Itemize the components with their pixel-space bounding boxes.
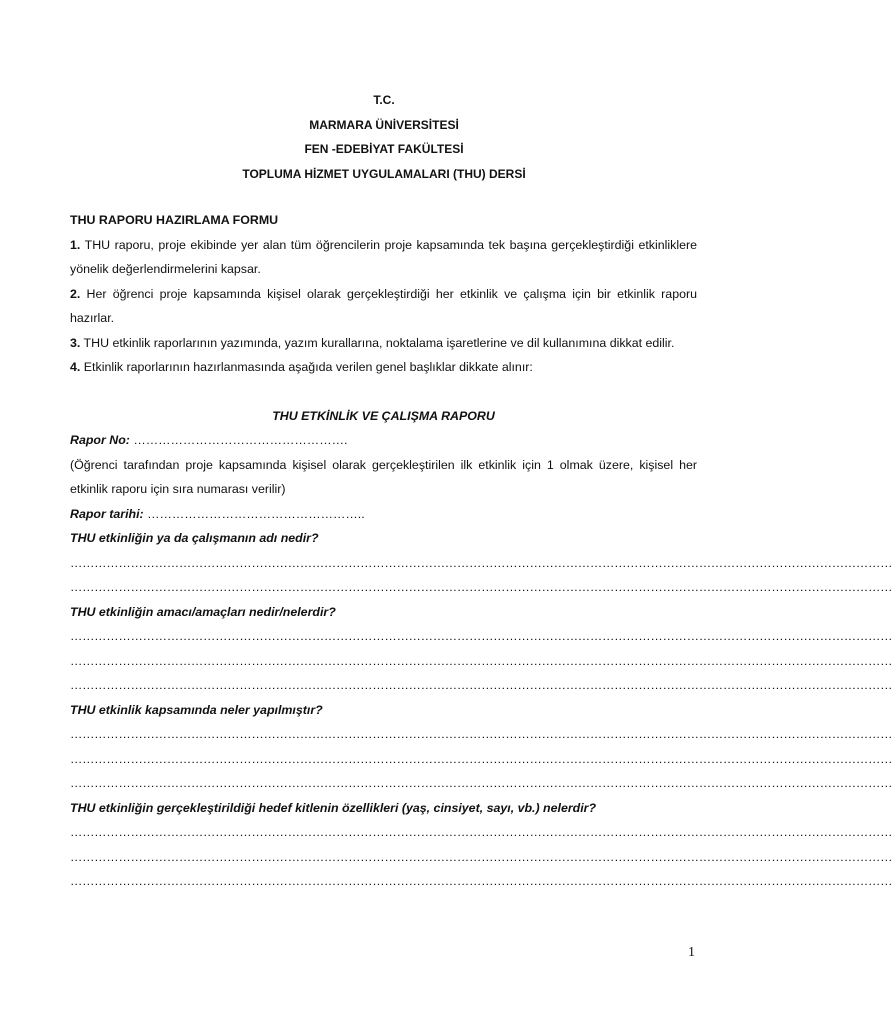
answer-line[interactable]: …………………………………………………………………………………………………………………………………………………………………………………… — [70, 555, 892, 570]
form-item-2 — [70, 282, 697, 331]
header-university: MARMARA ÜNİVERSİTESİ — [309, 117, 459, 132]
answer-line[interactable]: …………………………………………………………………………………………………………………………………………………………………………………… — [70, 653, 892, 668]
form-item-number: 4. — [70, 360, 81, 374]
answer-line[interactable]: …………………………………………………………………………………………………………………………………………………………………………………… — [70, 849, 892, 864]
form-item-number: 1. — [70, 237, 81, 252]
rapor-no-label: Rapor No: — [70, 433, 130, 447]
question-1: THU etkinliğin ya da çalışmanın adı nedir? — [70, 531, 319, 545]
form-item-1 — [70, 233, 697, 282]
answer-line[interactable]: …………………………………………………………………………………………………………………………………………………………………………………… — [70, 727, 892, 741]
question-2: THU etkinliğin amacı/amaçları nedir/nelerdir? — [70, 604, 336, 619]
form-item-number: 2. — [70, 286, 81, 301]
report-title: THU ETKİNLİK VE ÇALIŞMA RAPORU — [272, 408, 495, 423]
header-faculty: FEN -EDEBİYAT FAKÜLTESİ — [304, 142, 464, 156]
report-note: (Öğrenci tarafından proje kapsamında kişisel olarak gerçekleştirilen ilk etkinlik için 1 olmak üzere, kişisel her etkinlik raporu için sıra numarası verilir) — [70, 457, 697, 496]
form-item-number: 3. — [70, 335, 81, 350]
answer-line[interactable]: …………………………………………………………………………………………………………………………………………………………………………………… — [70, 751, 892, 766]
rapor-tarihi-fill[interactable]: …………………………………………….. — [143, 506, 365, 521]
document-body — [70, 208, 892, 894]
question-3: THU etkinlik kapsamında neler yapılmıştır? — [70, 702, 323, 717]
form-title: THU RAPORU HAZIRLAMA FORMU — [70, 213, 279, 227]
answer-line[interactable]: …………………………………………………………………………………………………………………………………………………………………………………… — [70, 580, 892, 594]
document-header — [0, 88, 768, 186]
form-item-text: Her öğrenci proje kapsamında kişisel olarak gerçekleştirdiği her etkinlik ve çalışma için bir etkinlik raporu hazırlar. — [70, 286, 697, 325]
answer-line[interactable]: …………………………………………………………………………………………………………………………………………………………………………………… — [70, 825, 892, 839]
header-line-tc: T.C. — [373, 93, 395, 107]
question-4: THU etkinliğin gerçekleştirildiği hedef kitlenin özellikleri (yaş, cinsiyet, sayı, vb.) nelerdir? — [70, 800, 597, 815]
rapor-no-fill[interactable]: ……………………………………………. — [129, 433, 348, 447]
rapor-tarihi-row — [70, 502, 697, 527]
form-item-text: Etkinlik raporlarının hazırlanmasında aşağıda verilen genel başlıklar dikkate alınır: — [80, 360, 533, 374]
answer-line[interactable]: …………………………………………………………………………………………………………………………………………………………………………………… — [70, 776, 892, 790]
answer-line[interactable]: …………………………………………………………………………………………………………………………………………………………………………………… — [70, 874, 892, 888]
answer-line[interactable]: …………………………………………………………………………………………………………………………………………………………………………………… — [70, 678, 892, 692]
form-item-text: THU raporu, proje ekibinde yer alan tüm öğrencilerin proje kapsamında tek başına gerçekleştirdiği etkinliklere yönelik değerlendirmelerini kapsar. — [70, 237, 697, 276]
rapor-tarihi-label: Rapor tarihi: — [70, 506, 144, 521]
form-item-text: THU etkinlik raporlarının yazımında, yazım kurallarına, noktalama işaretlerine ve dil kullanımına dikkat edilir. — [80, 335, 675, 350]
rapor-no-row — [70, 428, 697, 453]
answer-line[interactable]: …………………………………………………………………………………………………………………………………………………………………………………… — [70, 629, 892, 643]
page-number: 1 — [688, 945, 695, 960]
form-item-3 — [70, 331, 697, 356]
header-course: TOPLUMA HİZMET UYGULAMALARI (THU) DERSİ — [242, 166, 526, 181]
form-item-4 — [70, 355, 697, 380]
